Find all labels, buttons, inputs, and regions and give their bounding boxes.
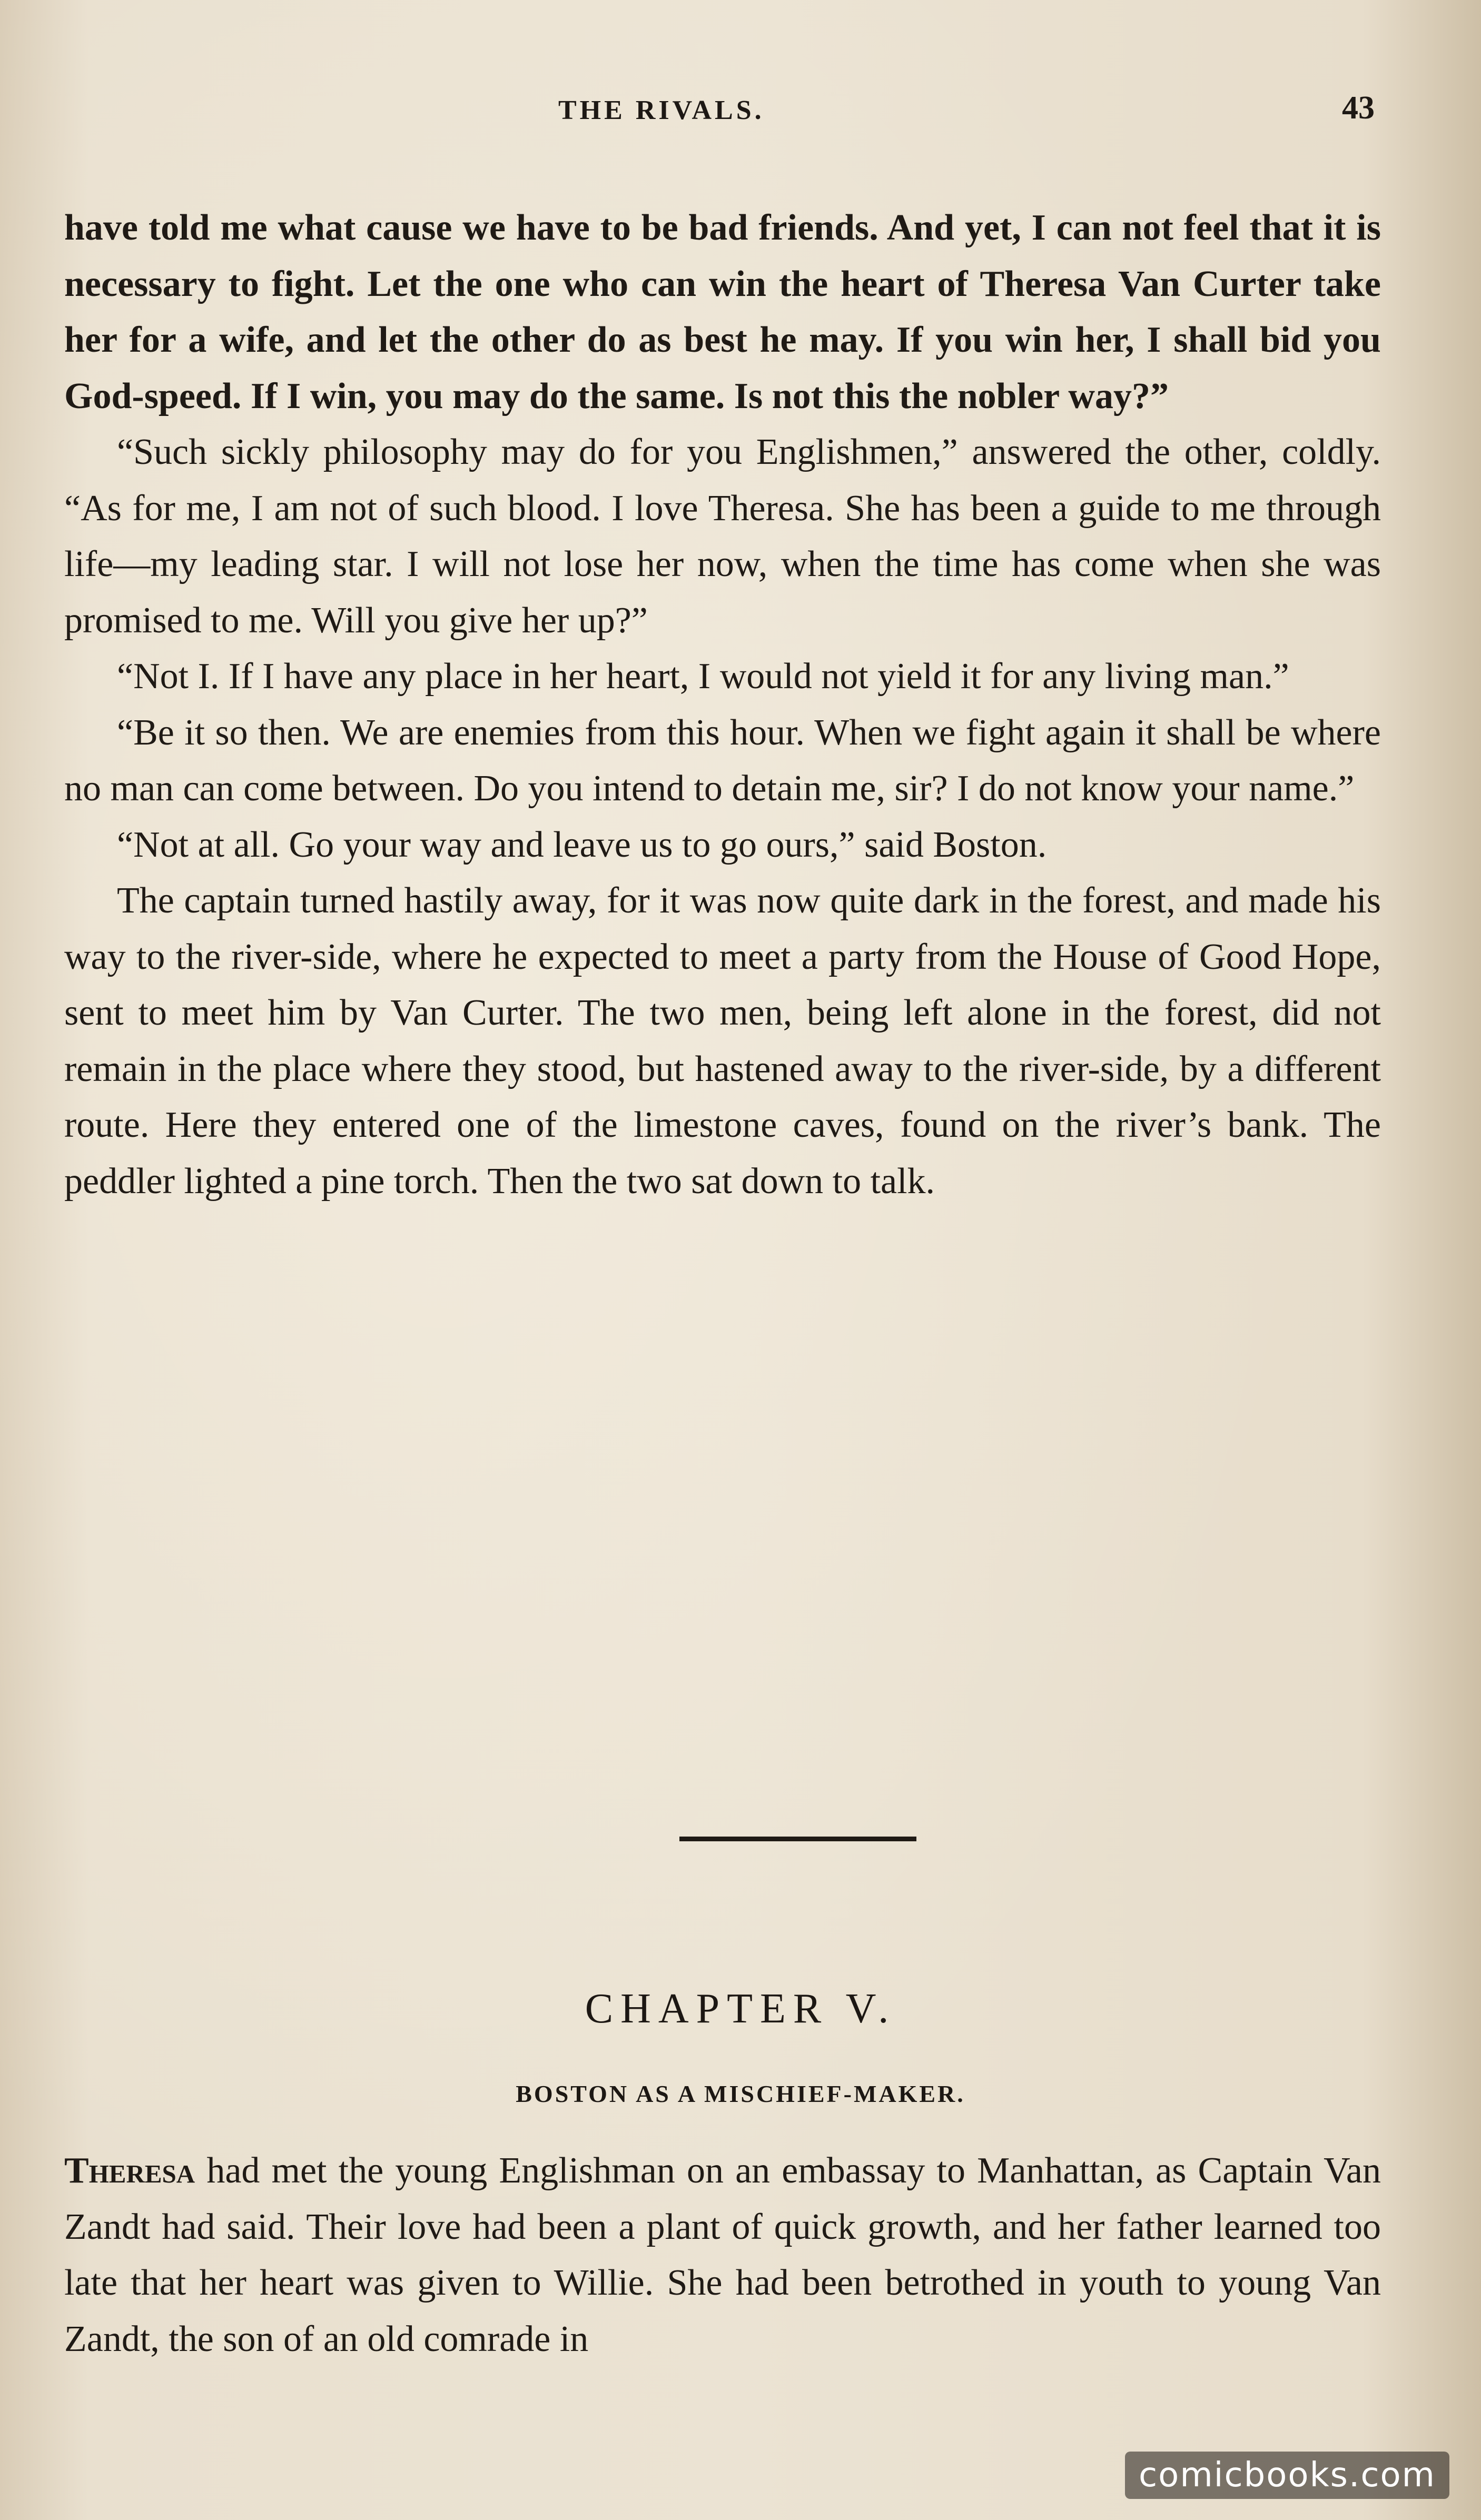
paragraph: have told me what cause we have to be bad friends. And yet, I can not feel that it is necessary to fight. Let the one who can win the heart of Theresa Van Curter take her for a wife, and let the other do as best he may. If you win her, I shall bid you God-speed. If I win, you may do the same. Is not this the nobler way?”	[64, 207, 1381, 416]
chapter-lead-word: Theresa	[64, 2150, 195, 2191]
chapter-paragraph	[64, 2143, 1381, 2367]
running-title: THE RIVALS.	[558, 95, 765, 125]
paragraph: “Not at all. Go your way and leave us to go ours,” said Boston.	[117, 824, 1047, 865]
chapter-text	[64, 2143, 1381, 2367]
section-rule	[679, 1837, 916, 1841]
page-number: 43	[1342, 90, 1375, 126]
page-header	[68, 90, 1375, 137]
paragraph: “Such sickly philosophy may do for you Englishmen,” answered the other, coldly. “As for me, I am not of such blood. I love Theresa. She has been a guide to me through life—my leading star. I will not lose her now, when the time has come when she was promised to me. Will you give her up?”	[64, 432, 1381, 641]
watermark-logo: comicbooks.com	[1125, 2452, 1449, 2499]
chapter-title: CHAPTER V.	[585, 1986, 896, 2032]
paragraph: “Not I. If I have any place in her heart, I would not yield it for any living man.”	[117, 656, 1289, 697]
paragraph: “Be it so then. We are enemies from this hour. When we fight again it shall be where no man can come between. Do you intend to detain me, sir? I do not know your name.”	[64, 712, 1381, 809]
chapter-subtitle: BOSTON AS A MISCHIEF-MAKER.	[516, 2080, 965, 2107]
body-text	[64, 200, 1381, 1209]
chapter-paragraph-text: had met the young Englishman on an embassay to Manhattan, as Captain Van Zandt had said. Their love had been a plant of quick growth, and her father learned too late that her heart was given to Willie. She had been betrothed in youth to young Van Zandt, the son of an old comrade in	[64, 2150, 1381, 2359]
paragraph: The captain turned hastily away, for it was now quite dark in the forest, and made his way to the river-side, where he expected to meet a party from the House of Good Hope, sent to meet him by Van Curter. The two men, being left alone in the forest, did not remain in the place where they stood, but hastened away to the river-side, by a different route. Here they entered one of the limestone caves, found on the river’s bank. The peddler lighted a pine torch. Then the two sat down to talk.	[64, 880, 1381, 1202]
